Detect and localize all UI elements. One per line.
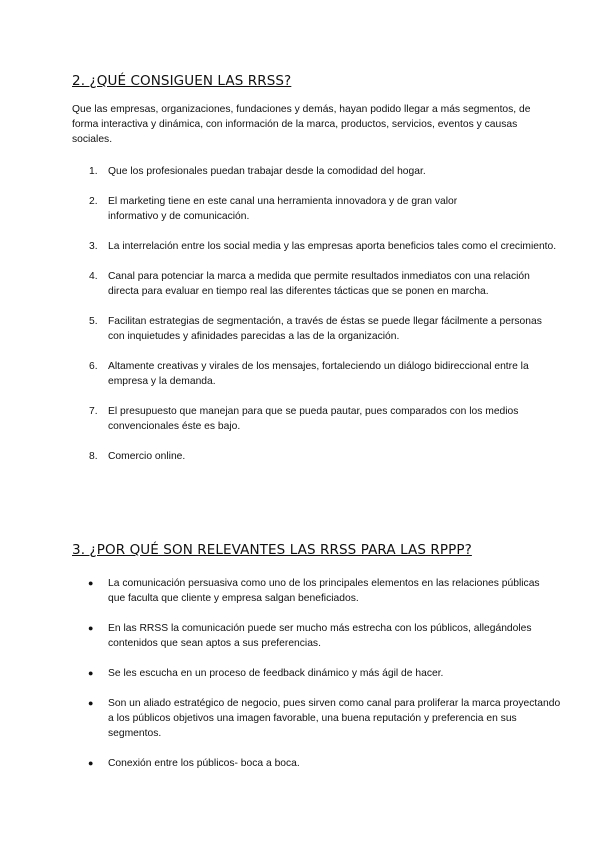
bullet: ● <box>88 668 94 678</box>
bullet: ● <box>88 578 94 588</box>
section-2-numbered-list <box>72 164 557 464</box>
list-item <box>72 359 568 389</box>
list-number: 6. <box>89 361 98 372</box>
list-item <box>72 164 542 179</box>
list-item <box>72 621 568 651</box>
list-item-text: Conexión entre los públicos- boca a boca. <box>108 758 300 769</box>
list-item-text: En las RRSS la comunicación puede ser mucho más estrecha con los públicos, allegándoles contenidos que sean aptos a sus preferencias. <box>108 623 532 649</box>
list-item-text: El marketing tiene en este canal una herramienta innovadora y de gran valor informativo y de comunicación. <box>108 196 458 222</box>
bullet: ● <box>88 623 94 633</box>
list-item-text: La interrelación entre los social media y las empresas aporta beneficios tales como el crecimiento. <box>108 241 557 252</box>
section-3-heading: 3. ¿POR QUÉ SON RELEVANTES LAS RRSS PARA LAS RPPP? <box>72 542 472 558</box>
list-number: 1. <box>89 166 98 177</box>
list-number: 4. <box>89 271 98 282</box>
list-item <box>72 756 542 771</box>
list-item-text: Se les escucha en un proceso de feedback dinámico y más ágil de hacer. <box>108 668 444 679</box>
section-2-intro: Que las empresas, organizaciones, fundaciones y demás, hayan podido llegar a más segmentos, de forma interactiva y dinámica, con información de la marca, productos, servicios, eventos y causas sociales. <box>72 104 531 145</box>
list-number: 8. <box>89 451 98 462</box>
bullet: ● <box>88 758 94 768</box>
list-item <box>72 666 542 681</box>
list-item-text: El presupuesto que manejan para que se pueda pautar, pues comparados con los medios convencionales éste es bajo. <box>108 406 519 432</box>
list-item <box>72 404 558 434</box>
list-item-text: Altamente creativas y virales de los mensajes, fortaleciendo un diálogo bidireccional entre la empresa y la demanda. <box>108 361 529 387</box>
list-item <box>72 449 542 464</box>
list-item <box>72 576 548 606</box>
list-number: 3. <box>89 241 98 252</box>
list-item-text: La comunicación persuasiva como uno de los principales elementos en las relaciones públicas que faculta que cliente y empresa salgan beneficiados. <box>108 578 540 604</box>
list-number: 7. <box>89 406 98 417</box>
list-number: 5. <box>89 316 98 327</box>
bullet: ● <box>88 698 94 708</box>
list-item <box>72 696 568 741</box>
list-item <box>72 269 542 299</box>
list-item-text: Facilitan estrategias de segmentación, a través de éstas se puede llegar fácilmente a personas con inquietudes y afinidades parecidas a las de la organización. <box>108 316 542 342</box>
list-item <box>72 239 563 254</box>
section-2-heading: 2. ¿QUÉ CONSIGUEN LAS RRSS? <box>72 73 292 89</box>
list-item-text: Que los profesionales puedan trabajar desde la comodidad del hogar. <box>108 166 426 177</box>
list-item-text: Canal para potenciar la marca a medida que permite resultados inmediatos con una relación directa para evaluar en tiempo real las diferentes tácticas que se ponen en marcha. <box>108 271 530 297</box>
section-3-bullet-list <box>72 576 561 771</box>
list-item-text: Comercio online. <box>108 451 186 462</box>
list-item <box>72 314 542 344</box>
list-item <box>72 194 508 224</box>
list-item-text: Son un aliado estratégico de negocio, pues sirven como canal para proliferar la marca proyectando a los públicos objetivos una imagen favorable, una buena reputación y preferencia en sus segmentos. <box>108 698 561 739</box>
list-number: 2. <box>89 196 98 207</box>
